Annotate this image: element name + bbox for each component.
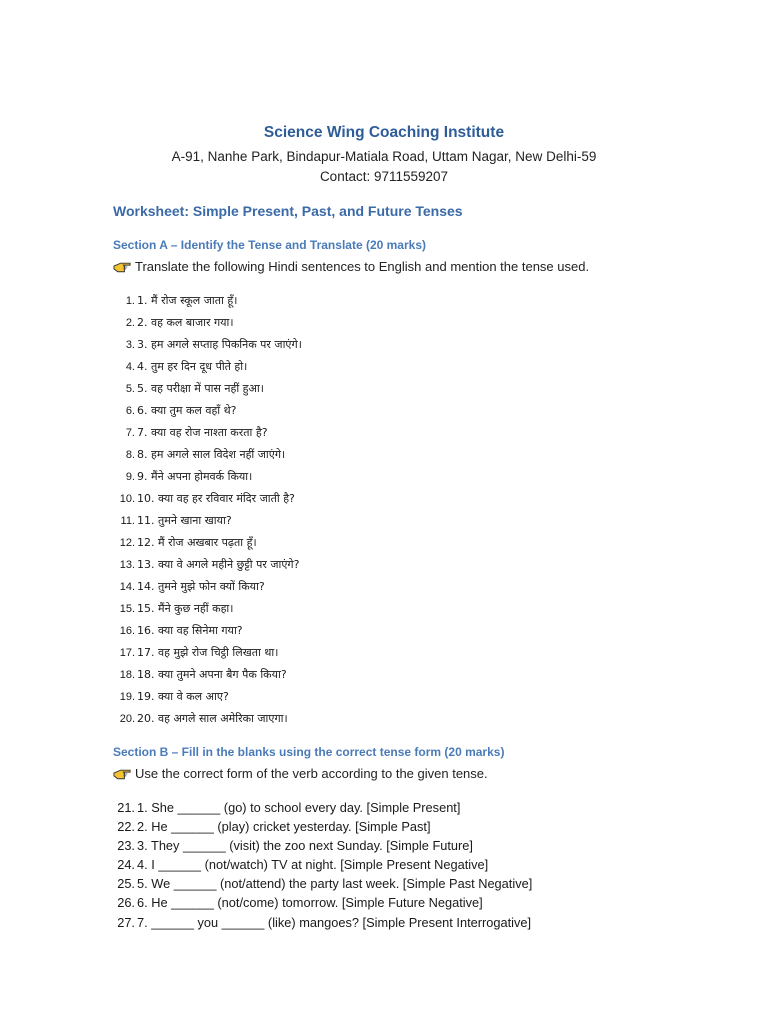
list-item	[113, 664, 302, 686]
item-number: 23.	[117, 838, 135, 854]
list-item	[113, 532, 302, 554]
list-item	[113, 913, 532, 932]
item-text: 17. वह मुझे रोज चिट्ठी लिखता था।	[137, 646, 279, 659]
item-number: 9.	[125, 471, 135, 483]
item-text: 15. मैंने कुछ नहीं कहा।	[137, 602, 234, 615]
item-text: 1. मैं रोज स्कूल जाता हूँ।	[137, 294, 238, 307]
list-item	[113, 620, 302, 642]
item-number: 3.	[125, 339, 135, 351]
item-number: 24.	[117, 857, 135, 873]
list-item	[113, 708, 302, 730]
item-number: 13.	[119, 559, 135, 571]
list-item	[113, 334, 302, 356]
list-item	[113, 422, 302, 444]
item-text: 6. क्या तुम कल वहाँ थे?	[137, 404, 237, 417]
item-number: 6.	[125, 405, 135, 417]
item-text: 16. क्या वह सिनेमा गया?	[137, 624, 243, 637]
item-text: 10. क्या वह हर रविवार मंदिर जाती है?	[137, 492, 295, 505]
item-text: 1. She ______ (go) to school every day. [Simple Present]	[137, 800, 461, 815]
item-text: 5. We ______ (not/attend) the party last week. [Simple Past Negative]	[137, 876, 533, 892]
item-number: 8.	[125, 449, 135, 461]
section-b-heading: Section B – Fill in the blanks using the correct tense form (20 marks)	[113, 745, 505, 759]
item-number: 17.	[119, 647, 135, 659]
list-item	[113, 312, 302, 334]
item-text: 19. क्या वे कल आए?	[137, 690, 229, 703]
institute-name: Science Wing Coaching Institute	[263, 124, 505, 141]
list-item	[113, 598, 302, 620]
list-item	[113, 444, 302, 466]
section-b-list	[113, 798, 532, 932]
section-a-list	[113, 290, 302, 730]
item-text: 14. तुमने मुझे फोन क्यों किया?	[137, 580, 265, 593]
item-text: 20. वह अगले साल अमेरिका जाएगा।	[137, 712, 288, 725]
list-item	[113, 893, 532, 912]
item-number: 15.	[119, 603, 135, 615]
item-number: 4.	[125, 361, 135, 373]
item-text: 4. तुम हर दिन दूध पीते हो।	[137, 360, 248, 373]
list-item	[113, 576, 302, 598]
item-text: 4. I ______ (not/watch) TV at night. [Simple Present Negative]	[137, 857, 489, 873]
item-number: 5.	[125, 383, 135, 395]
item-number: 19.	[119, 691, 135, 703]
item-text: 13. क्या वे अगले महीने छुट्टी पर जाएंगे?	[137, 558, 300, 571]
item-number: 12.	[119, 537, 135, 549]
item-text: 3. They ______ (visit) the zoo next Sunday. [Simple Future]	[137, 838, 473, 854]
list-item	[113, 510, 302, 532]
worksheet-title: Worksheet: Simple Present, Past, and Future Tenses	[113, 203, 463, 219]
item-number: 18.	[119, 669, 135, 681]
list-item	[113, 400, 302, 422]
item-text: 18. क्या तुमने अपना बैग पैक किया?	[137, 668, 287, 681]
list-item	[113, 642, 302, 664]
item-text: 9. मैंने अपना होमवर्क किया।	[137, 470, 253, 483]
section-a-instruction-text: Translate the following Hindi sentences to English and mention the tense used.	[135, 259, 590, 274]
item-number: 20.	[119, 713, 135, 725]
item-text: 7. ______ you ______ (like) mangoes? [Simple Present Interrogative]	[137, 914, 532, 930]
pointing-hand-icon	[113, 767, 132, 781]
item-text: 5. वह परीक्षा में पास नहीं हुआ।	[137, 382, 264, 395]
item-number: 25.	[117, 876, 135, 892]
list-item	[113, 686, 302, 708]
item-number: 10.	[119, 493, 135, 505]
item-number: 26.	[117, 895, 135, 911]
item-number: 2.	[125, 317, 135, 329]
list-item	[113, 798, 532, 817]
item-number: 16.	[119, 625, 135, 637]
list-item	[113, 356, 302, 378]
item-text: 7. क्या वह रोज नाश्ता करता है?	[137, 426, 268, 439]
list-item	[113, 855, 532, 874]
list-item	[113, 874, 532, 893]
pointing-hand-icon	[113, 260, 132, 274]
list-item	[113, 488, 302, 510]
list-item	[113, 836, 532, 855]
section-a-instruction	[113, 259, 589, 274]
item-text: 12. मैं रोज अखबार पढ़ता हूँ।	[137, 536, 257, 549]
institute-contact: Contact: 9711559207	[319, 169, 449, 184]
item-number: 1.	[125, 295, 135, 307]
item-number: 21.	[117, 800, 135, 815]
item-text: 2. वह कल बाजार गया।	[137, 316, 234, 329]
item-number: 11.	[120, 515, 135, 527]
section-b-instruction	[113, 766, 488, 781]
list-item	[113, 466, 302, 488]
item-text: 11. तुमने खाना खाया?	[137, 514, 232, 527]
item-number: 27.	[117, 914, 135, 930]
list-item	[113, 378, 302, 400]
item-text: 6. He ______ (not/come) tomorrow. [Simple Future Negative]	[137, 895, 483, 911]
item-number: 14.	[119, 581, 135, 593]
section-b-instruction-text: Use the correct form of the verb according to the given tense.	[135, 766, 488, 781]
item-number: 7.	[125, 427, 135, 439]
item-number: 22.	[117, 819, 135, 835]
list-item	[113, 817, 532, 836]
item-text: 2. He ______ (play) cricket yesterday. [Simple Past]	[137, 819, 431, 835]
list-item	[113, 290, 302, 312]
list-item	[113, 554, 302, 576]
item-text: 8. हम अगले साल विदेश नहीं जाएंगे।	[137, 448, 286, 461]
item-text: 3. हम अगले सप्ताह पिकनिक पर जाएंगे।	[137, 338, 302, 351]
institute-address: A-91, Nanhe Park, Bindapur-Matiala Road, Uttam Nagar, New Delhi-59	[171, 149, 597, 164]
section-a-heading: Section A – Identify the Tense and Translate (20 marks)	[113, 238, 426, 252]
